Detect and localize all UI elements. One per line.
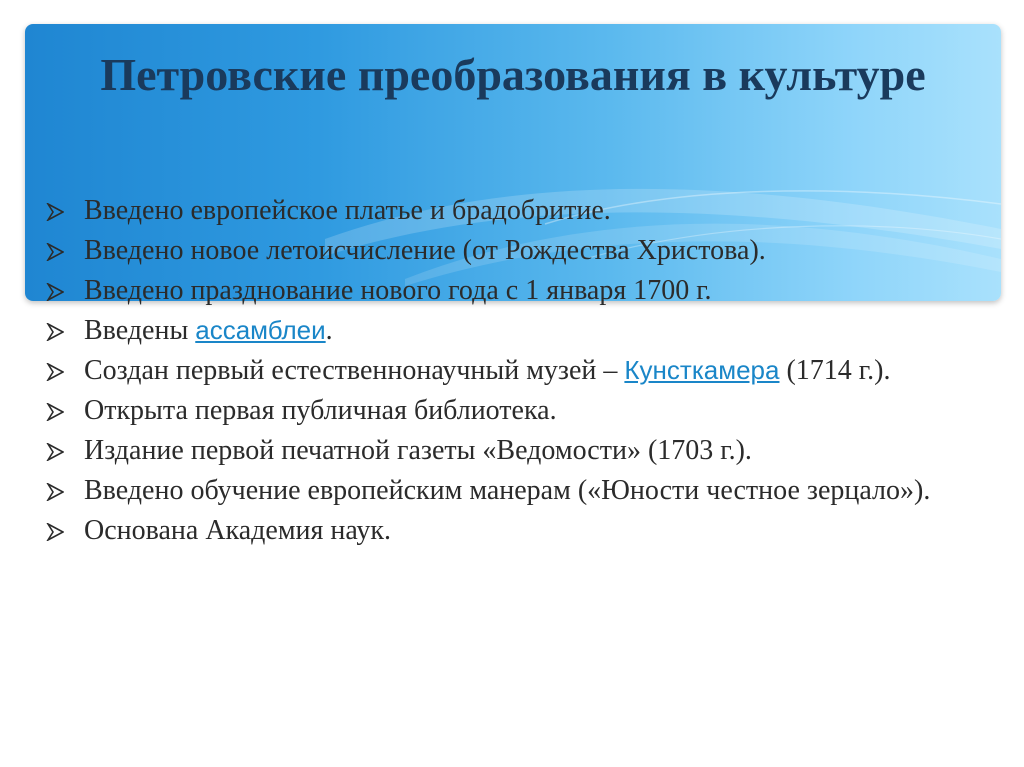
- item-text: Введено обучение европейским манерам («Юности честное зерцало»).: [84, 475, 931, 506]
- arrowhead-bullet-icon: [46, 523, 64, 541]
- item-text: Введено новое летоисчисление (от Рождества Христова).: [84, 235, 766, 266]
- arrowhead-bullet-icon: [46, 203, 64, 221]
- item-text-after: .: [325, 315, 333, 346]
- list-item: [44, 194, 994, 227]
- list-item: [44, 394, 994, 427]
- item-text: Издание первой печатной газеты «Ведомости» (1703 г.).: [84, 435, 752, 466]
- item-text: Основана Академия наук.: [84, 515, 392, 546]
- arrowhead-bullet-icon: [46, 283, 64, 301]
- list-item: [44, 234, 994, 267]
- item-text: Создан первый естественнонаучный музей –: [84, 355, 625, 386]
- kunstkamera-link[interactable]: Кунсткамера: [624, 355, 780, 385]
- list-item: [44, 434, 994, 467]
- item-text: Введены: [84, 315, 196, 346]
- arrowhead-bullet-icon: [46, 363, 64, 381]
- arrowhead-bullet-icon: [46, 323, 64, 341]
- item-text-after: (1714 г.).: [779, 355, 891, 386]
- item-text: Введено празднование нового года с 1 января 1700 г.: [84, 275, 712, 306]
- item-text: Открыта первая публичная библиотека.: [84, 395, 557, 426]
- arrowhead-bullet-icon: [46, 443, 64, 461]
- slide-title: Петровские преобразования в культуре: [100, 49, 926, 100]
- assemblies-link[interactable]: ассамблеи: [195, 315, 326, 345]
- list-item: [44, 474, 994, 507]
- arrowhead-bullet-icon: [46, 403, 64, 421]
- list-item: [44, 354, 994, 387]
- arrowhead-bullet-icon: [46, 483, 64, 501]
- bullet-list: [44, 194, 994, 554]
- list-item: [44, 274, 994, 307]
- item-text: Введено европейское платье и брадобритие.: [84, 195, 611, 226]
- list-item: [44, 314, 994, 347]
- list-item: [44, 514, 994, 547]
- arrowhead-bullet-icon: [46, 243, 64, 261]
